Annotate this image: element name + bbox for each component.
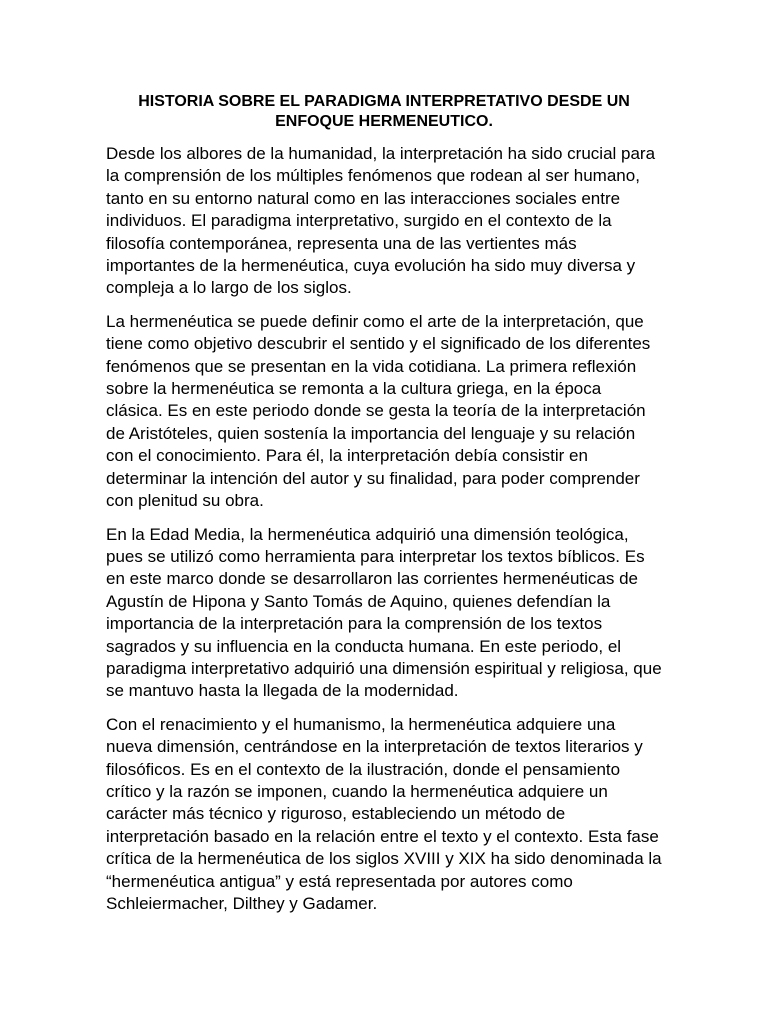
paragraph-4: Con el renacimiento y el humanismo, la hermenéutica adquiere una nueva dimensión, centrándose en la interpretación de textos literarios y filosóficos. Es en el contexto de la ilustración, donde el pensamiento crítico y la razón se imponen, cuando la hermenéutica adquiere un carácter más técnico y riguroso, estableciendo un método de interpretación basado en la relación entre el texto y el contexto. Esta fase crítica de la hermenéutica de los siglos XVIII y XIX ha sido denominada la “hermenéutica antigua” y está representada por autores como Schleiermacher, Dilthey y Gadamer.: [106, 714, 662, 913]
document-body: [106, 92, 662, 926]
document-title: HISTORIA SOBRE EL PARADIGMA INTERPRETATIVO DESDE UN ENFOQUE HERMENEUTICO.: [138, 93, 630, 130]
paragraph-1: Desde los albores de la humanidad, la interpretación ha sido crucial para la comprensión de los múltiples fenómenos que rodean al ser humano, tanto en su entorno natural como en las interacciones sociales entre individuos. El paradigma interpretativo, surgido en el contexto de la filosofía contemporánea, representa una de las vertientes más importantes de la hermenéutica, cuya evolución ha sido muy diversa y compleja a lo largo de los siglos.: [106, 144, 656, 298]
paragraph-2: La hermenéutica se puede definir como el arte de la interpretación, que tiene como objetivo descubrir el sentido y el significado de los diferentes fenómenos que se presentan en la vida cotidiana. La primera reflexión sobre la hermenéutica se remonta a la cultura griega, en la época clásica. Es en este periodo donde se gesta la teoría de la interpretación de Aristóteles, quien sostenía la importancia del lenguaje y su relación con el conocimiento. Para él, la interpretación debía consistir en determinar la intención del autor y su finalidad, para poder comprender con plenitud su obra.: [106, 311, 651, 511]
paragraph-3: En la Edad Media, la hermenéutica adquirió una dimensión teológica, pues se utilizó como herramienta para interpretar los textos bíblicos. Es en este marco donde se desarrollaron las corrientes hermenéuticas de Agustín de Hipona y Santo Tomás de Aquino, quienes defendían la importancia de la interpretación para la comprensión de los textos sagrados y su influencia en la conducta humana. En este periodo, el paradigma interpretativo adquirió una dimensión espiritual y religiosa, que se mantuvo hasta la llegada de la modernidad.: [106, 524, 662, 701]
